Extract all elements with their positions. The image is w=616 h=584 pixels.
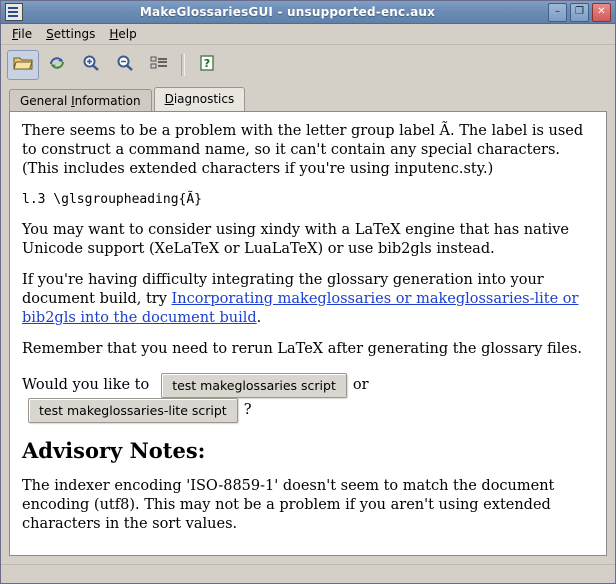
rerun-button[interactable] xyxy=(41,50,73,80)
window-controls xyxy=(548,3,611,22)
ask-suffix-label: ? xyxy=(243,402,252,419)
svg-text:?: ? xyxy=(203,57,211,70)
diagnostics-paragraph-4: Remember that you need to rerun LaTeX after generating the glossary files. xyxy=(22,341,582,358)
paragraph-3-pre: If you're having difficulty integrating the glossary generation into your document build, try xyxy=(22,271,544,307)
diagnostics-code-line: l.3 \glsgroupheading{Ã} xyxy=(22,192,203,208)
title-bar xyxy=(1,1,615,24)
advisory-notes-text: The indexer encoding 'ISO-8859-1' doesn't seem to match the document encoding (utf8). This may not be a problem if you aren't using extended characters in the sort values. xyxy=(22,478,555,533)
zoom-out-button[interactable] xyxy=(109,50,141,80)
magnifier-plus-icon xyxy=(81,54,101,76)
ask-prefix-label: Would you like to xyxy=(22,377,150,394)
diagnostics-paragraph-1: There seems to be a problem with the letter group label Ã. The label is used to construct a command name, so it can't contain any special characters. (This includes extended characters if you're using inputenc.sty.) xyxy=(22,123,584,178)
ask-middle-label: or xyxy=(352,377,369,394)
window-title: MakeGlossariesGUI - unsupported-enc.aux xyxy=(139,5,436,19)
test-makeglossaries-script-button[interactable]: test makeglossaries script xyxy=(161,373,347,398)
list-view-button[interactable] xyxy=(143,50,175,80)
menu-help[interactable]: Help xyxy=(109,27,137,41)
menu-bar xyxy=(1,24,615,45)
diagnostics-content xyxy=(10,112,606,556)
tab-bar xyxy=(1,85,615,111)
tab-diagnostics[interactable]: Diagnostics xyxy=(154,87,246,111)
test-scripts-row xyxy=(22,373,594,423)
folder-open-icon xyxy=(13,54,33,76)
status-bar xyxy=(1,564,615,583)
diagnostics-paragraph-3 xyxy=(22,271,594,328)
toolbar-separator xyxy=(181,54,185,76)
toolbar xyxy=(1,45,615,85)
document-build-link[interactable]: Incorporating makeglossaries or makeglossaries-lite or bib2gls into the document build xyxy=(22,290,579,327)
open-file-button[interactable] xyxy=(7,50,39,80)
menu-file-rest: ile xyxy=(18,27,33,41)
question-mark-icon xyxy=(197,54,217,76)
list-icon xyxy=(149,54,169,76)
maximize-icon: ❐ xyxy=(575,6,584,17)
zoom-in-button[interactable] xyxy=(75,50,107,80)
refresh-arrows-icon xyxy=(47,54,67,76)
help-button[interactable] xyxy=(191,50,223,80)
app-icon xyxy=(5,3,23,21)
maximize-button[interactable] xyxy=(570,3,589,22)
diagnostics-paragraph-2: You may want to consider using xindy with a LaTeX engine that has native Unicode support (XeLaTeX or LuaLaTeX) or use bib2gls instead. xyxy=(22,221,570,257)
menu-file[interactable]: File xyxy=(12,27,33,41)
close-button[interactable] xyxy=(592,3,611,22)
close-icon: ✕ xyxy=(597,6,606,17)
diagnostics-panel xyxy=(9,111,607,556)
magnifier-minus-icon xyxy=(115,54,135,76)
tab-general-information[interactable]: General Information xyxy=(9,89,152,112)
test-makeglossaries-lite-script-button[interactable]: test makeglossaries-lite script xyxy=(28,398,238,423)
menu-settings[interactable]: Settings xyxy=(46,27,96,41)
paragraph-3-post: . xyxy=(256,310,262,327)
menu-settings-rest: ettings xyxy=(53,27,96,41)
menu-help-rest: elp xyxy=(118,27,137,41)
minimize-button[interactable] xyxy=(548,3,567,22)
advisory-notes-heading: Advisory Notes: xyxy=(22,438,206,464)
minimize-icon: – xyxy=(555,6,560,17)
